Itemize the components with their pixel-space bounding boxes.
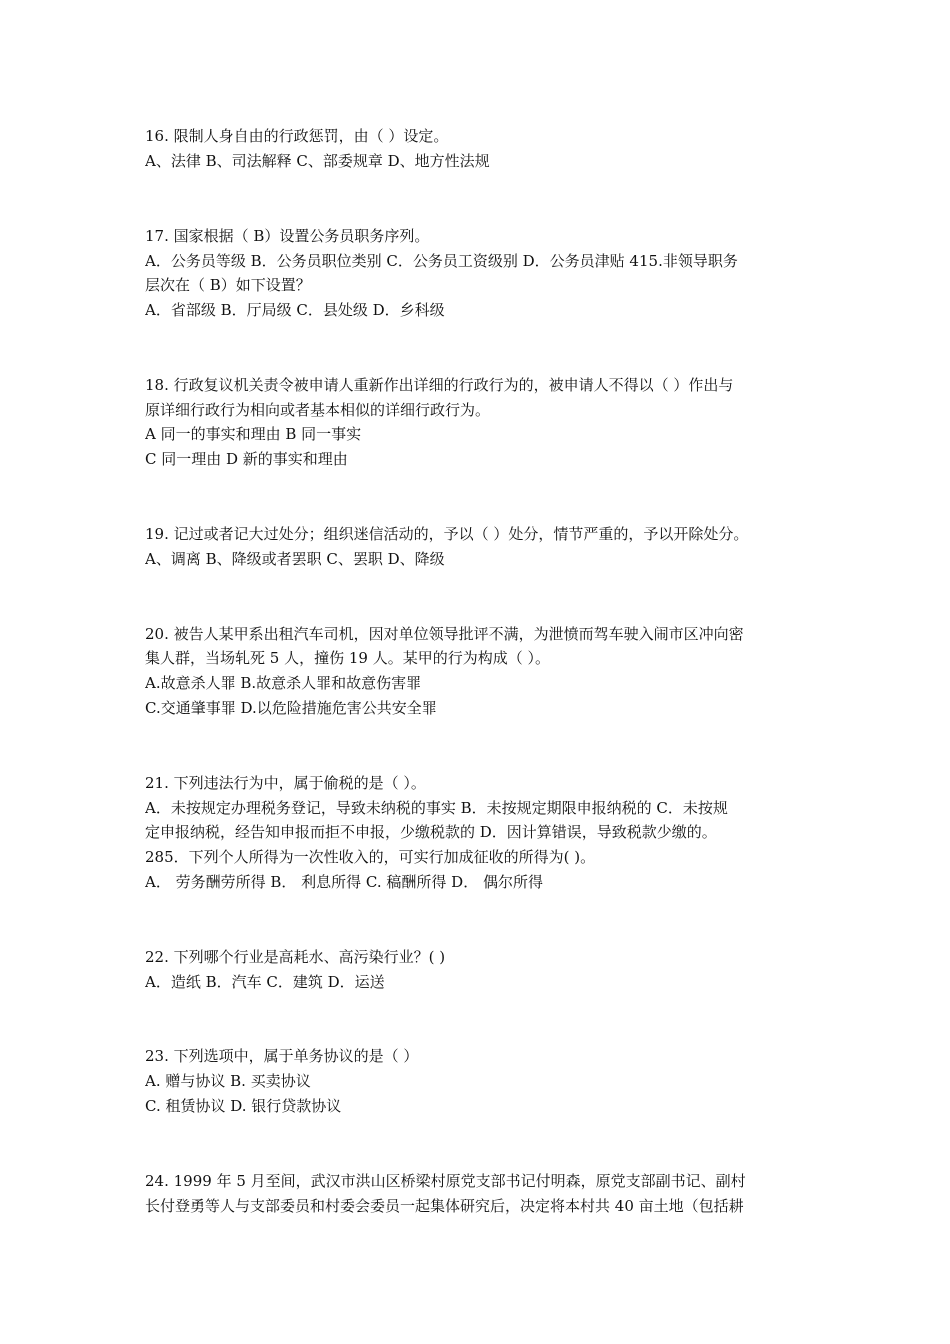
question-16-options: A、法律 B、司法解释 C、部委规章 D、地方性法规: [145, 152, 490, 170]
question-285-stem: 285．下列个人所得为一次性收入的，可实行加成征收的所得为( )。: [145, 848, 596, 866]
question-18-stem-2: 原详细行政行为相向或者基本相似的详细行政行为。: [145, 401, 491, 419]
question-17-stem: 17. 国家根据（ B）设置公务员职务序列。: [145, 227, 430, 245]
question-16-stem: 16. 限制人身自由的行政惩罚，由（ ）设定。: [145, 127, 449, 145]
question-21-options-1: A．未按规定办理税务登记，导致未纳税的事实 B．未按规定期限申报纳税的 C．未按规: [145, 799, 728, 817]
question-24-stem-1: 24. 1999 年 5 月至间，武汉市洪山区桥梁村原党支部书记付明森，原党支部副书记、副村: [145, 1172, 746, 1190]
question-22-options: A．造纸 B．汽车 C．建筑 D．运送: [145, 973, 385, 991]
question-17-sub-options: A．省部级 B．厅局级 C．县处级 D．乡科级: [145, 301, 445, 319]
question-20-options-ab: A.故意杀人罪 B.故意杀人罪和故意伤害罪: [145, 674, 422, 692]
question-20-stem-1: 20. 被告人某甲系出租汽车司机，因对单位领导批评不满，为泄愤而驾车驶入闹市区冲向密: [145, 625, 744, 643]
question-285-options: A． 劳务酬劳所得 B． 利息所得 C. 稿酬所得 D． 偶尔所得: [145, 873, 543, 891]
question-18-stem-1: 18. 行政复议机关责令被申请人重新作出详细的行政行为的，被申请人不得以（ ）作出与: [145, 376, 734, 394]
question-20-options-cd: C.交通肇事罪 D.以危险措施危害公共安全罪: [145, 699, 437, 717]
question-23-options-cd: C. 租赁协议 D. 银行贷款协议: [145, 1097, 342, 1115]
question-23-stem: 23. 下列选项中，属于单务协议的是（ ）: [145, 1047, 419, 1065]
question-18-options-ab: A 同一的事实和理由 B 同一事实: [145, 425, 362, 443]
question-18-options-cd: C 同一理由 D 新的事实和理由: [145, 450, 348, 468]
question-22-stem: 22. 下列哪个行业是高耗水、高污染行业？( ): [145, 948, 446, 966]
question-19-stem: 19. 记过或者记大过处分；组织迷信活动的，予以（ ）处分，情节严重的，予以开除处分。: [145, 525, 749, 543]
question-19-options: A、调离 B、降级或者罢职 C、罢职 D、降级: [145, 550, 445, 568]
question-24-stem-2: 长付登勇等人与支部委员和村委会委员一起集体研究后，决定将本村共 40 亩土地（包括耕: [145, 1197, 744, 1215]
question-20-stem-2: 集人群，当场轧死 5 人，撞伤 19 人。某甲的行为构成（ ）。: [145, 649, 550, 667]
question-17-sub-stem: 层次在（ B）如下设置？: [145, 276, 311, 294]
question-21-options-2: 定申报纳税，经告知申报而拒不申报，少缴税款的 D．因计算错误，导致税款少缴的。: [145, 823, 717, 841]
question-21-stem: 21. 下列违法行为中，属于偷税的是（ ）。: [145, 774, 426, 792]
question-23-options-ab: A. 赠与协议 B. 买卖协议: [145, 1072, 311, 1090]
question-17-options: A．公务员等级 B．公务员职位类别 C．公务员工资级别 D．公务员津贴 415.非领导职务: [145, 252, 738, 270]
